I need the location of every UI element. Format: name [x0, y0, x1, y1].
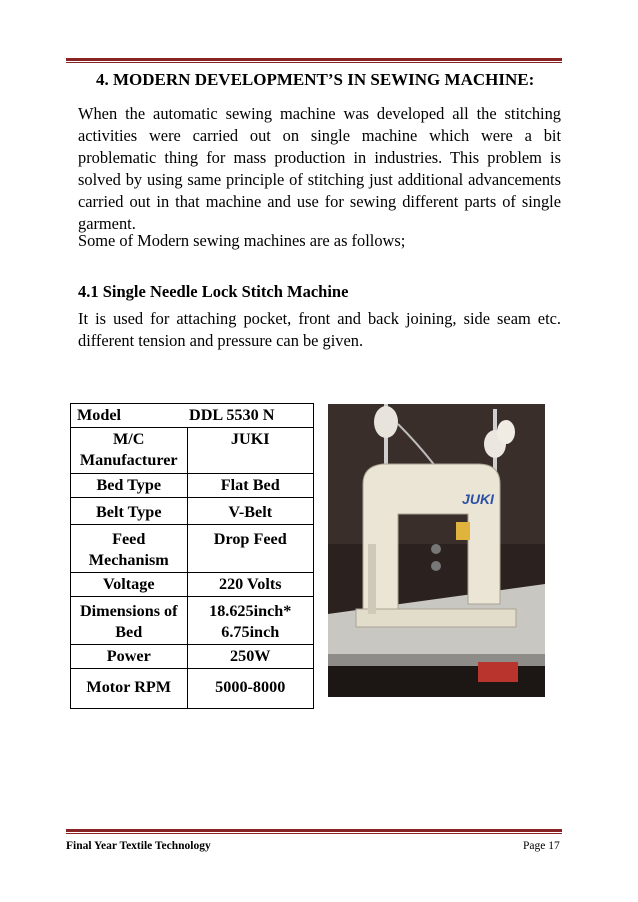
spec-label: Bed Type [71, 474, 188, 498]
section-heading: 4. MODERN DEVELOPMENT’S IN SEWING MACHINE: [96, 70, 535, 89]
spec-label: Power [71, 645, 188, 669]
juki-logo: JUKI [462, 491, 494, 507]
spec-value: 5000-8000 [187, 669, 314, 709]
table-row [71, 669, 314, 709]
top-rule [66, 58, 562, 63]
spec-value: 18.625inch* 6.75inch [187, 597, 314, 645]
table-row [71, 573, 314, 597]
subsection-paragraph: It is used for attaching pocket, front and back joining, side seam etc. different tension and pressure can be given. [78, 309, 561, 350]
page-number: Page 17 [523, 840, 560, 852]
model-value: DDL 5530 N [187, 404, 314, 428]
table-row [71, 645, 314, 669]
footer-title: Final Year Textile Technology [66, 840, 211, 852]
table-row [71, 404, 314, 428]
spec-label: M/C Manufacturer [71, 428, 188, 474]
footer-rule [66, 829, 562, 834]
table-row [71, 428, 314, 474]
spec-value: JUKI [187, 428, 314, 474]
table-row [71, 498, 314, 525]
sewing-machine-photo [328, 404, 545, 697]
spec-label: Feed Mechanism [71, 525, 188, 573]
spec-label: Dimensions of Bed [71, 597, 188, 645]
spec-value: V-Belt [187, 498, 314, 525]
spec-table [70, 403, 314, 709]
model-label: Model [71, 404, 188, 428]
spec-value: Flat Bed [187, 474, 314, 498]
section-paragraph-2: Some of Modern sewing machines are as follows; [78, 231, 406, 250]
spec-label: Belt Type [71, 498, 188, 525]
subsection-heading: 4.1 Single Needle Lock Stitch Machine [78, 282, 349, 301]
spec-value: Drop Feed [187, 525, 314, 573]
section-paragraph-1: When the automatic sewing machine was developed all the stitching activities were carried out on single machine which were a bit problematic thing for mass production in industries. This problem is solved by using same principle of stitching just additional advancements carried out in that machine and use for sewing different parts of single garment. [78, 104, 561, 233]
table-row [71, 597, 314, 645]
spec-value: 220 Volts [187, 573, 314, 597]
spec-label: Voltage [71, 573, 188, 597]
spec-label: Motor RPM [71, 669, 188, 709]
table-row [71, 525, 314, 573]
spec-value: 250W [187, 645, 314, 669]
table-row [71, 474, 314, 498]
